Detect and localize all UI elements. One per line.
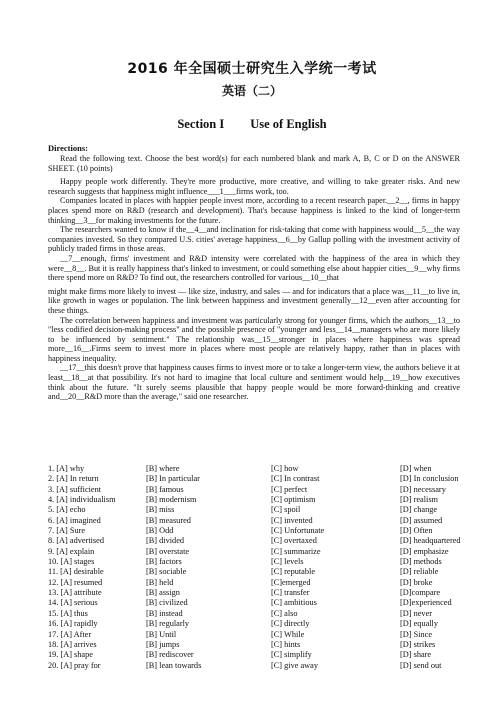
option-choice-c: [C] give away xyxy=(271,660,318,670)
option-choice-d: [D] reliable xyxy=(400,567,439,577)
option-choice-c: [C] hints xyxy=(271,639,301,649)
option-row xyxy=(48,474,468,484)
passage-paragraph: __7__enough, firms' investment and R&D intensity were correlated with the happiness of the area in which they were__8__. But it is really happiness that's linked to investment, or could something else about happier cities__9__why firms there spend more on R&D? To find out, the researchers controlled for various__10__that xyxy=(48,253,460,283)
option-choice-b: [B] divided xyxy=(146,536,185,546)
option-choice-d: [D] equally xyxy=(400,619,439,629)
option-row xyxy=(48,485,468,495)
option-choice-d: [D]experienced xyxy=(400,598,452,608)
option-choice-c: [C] levels xyxy=(271,557,304,567)
option-choice-b: [B] rediscover xyxy=(146,650,194,660)
exam-subtitle: 英语（二） xyxy=(221,84,282,98)
option-choice-c: [C] directly xyxy=(271,619,310,629)
option-row xyxy=(48,609,468,619)
option-choice-c: [C]emerged xyxy=(271,577,311,587)
option-choice-a: 4. [A] individualism xyxy=(48,495,116,505)
option-choice-d: [D] when xyxy=(400,464,432,473)
option-choice-b: [B] held xyxy=(146,577,174,587)
option-choice-a: 8. [A] advertised xyxy=(48,536,104,546)
option-choice-a: 17. [A] After xyxy=(48,629,92,639)
option-choice-a: 9. [A] explain xyxy=(48,546,95,556)
option-choice-a: 18. [A] arrives xyxy=(48,639,97,649)
option-choice-a: 12. [A] resumed xyxy=(48,577,103,587)
option-choice-d: [D] never xyxy=(400,608,433,618)
option-choice-b: [B] Until xyxy=(146,629,177,639)
passage-paragraph: The researchers wanted to know if the__4__and inclination for risk-taking that come with happiness would__5__the way companies invested. So they compared U.S. cities' average happiness__6__by Gallup polling with the investment activity of publicly traded firms in those areas. xyxy=(48,225,460,254)
section-heading xyxy=(0,117,504,132)
section-label: Section I xyxy=(177,117,225,131)
option-choice-c: [C] In contrast xyxy=(271,474,320,484)
option-choice-a: 20. [A] pray for xyxy=(48,660,101,670)
option-choice-d: [D] methods xyxy=(400,557,442,567)
option-choice-d: [D] realism xyxy=(400,495,439,505)
passage-paragraph: The correlation between happiness and investment was particularly strong for younger firms, which the authors__13__to "less codified decision-making process" and the possible presence of "younger and less__14__managers who are more likely to be influenced by sentiment." The relationship was__15__stronger in places where happiness was spread more__16__.Firms seem to invest more in places where most people are relatively happy, rather than in places with happiness inequality. xyxy=(48,315,460,363)
directions-text: Read the following text. Choose the best word(s) for each numbered blank and mark A, B, C or D on the ANSWER SHEET. (10 points) xyxy=(48,154,460,173)
option-choice-d: [D] necessary xyxy=(400,484,446,494)
option-choice-a: 5. [A] echo xyxy=(48,505,86,515)
option-choice-c: [C] Unfortunate xyxy=(271,526,325,536)
option-choice-c: [C] perfect xyxy=(271,484,308,494)
passage-paragraph: Happy people work differently. They're more productive, more creative, and willing to take greater risks. And new research suggests that happiness might influence___1___firms work, too. xyxy=(48,177,460,196)
option-choice-d: [D] assumed xyxy=(400,515,443,525)
option-choice-b: [B] overstate xyxy=(146,546,190,556)
option-choice-a: 19. [A] shape xyxy=(48,650,93,660)
option-choice-a: 11. [A] desirable xyxy=(48,567,104,577)
option-choice-d: [D] send out xyxy=(400,660,442,670)
option-choice-d: [D] change xyxy=(400,505,438,515)
option-choice-c: [C] invented xyxy=(271,515,313,525)
option-choice-c: [C] transfer xyxy=(271,588,310,598)
answer-options xyxy=(48,464,468,671)
option-choice-d: [D] Often xyxy=(400,526,433,536)
passage-paragraph: __17__this doesn't prove that happiness causes firms to invest more or to take a longer-term view, the authors believe it at least__18__at that possibility. It's not hard to imagine that local culture and sentiment would help__19__how executives think about the future. "It surely seems plausible that happy people would be more forward-thinking and creative and__20__R&D more than the average," said one researcher. xyxy=(48,363,460,402)
option-row xyxy=(48,557,468,567)
passage-paragraph: Companies located in places with happier people invest more, according to a recent research paper.__2__, firms in happy places spend more on R&D (research and development). That's because happiness is linked to the kind of longer-term thinking__3__for making investments for the future. xyxy=(48,196,460,225)
option-choice-b: [B] instead xyxy=(146,608,183,618)
option-choice-d: [D]compare xyxy=(400,588,441,598)
option-choice-b: [B] measured xyxy=(146,515,191,525)
option-choice-d: [D] headquartered xyxy=(400,536,461,546)
option-choice-a: 14. [A] serious xyxy=(48,598,98,608)
option-row xyxy=(48,505,468,515)
option-choice-b: [B] lean towards xyxy=(146,660,202,670)
option-choice-d: [D] In conclusion xyxy=(400,474,459,484)
option-choice-d: [D] share xyxy=(400,650,432,660)
option-choice-a: 2. [A] In return xyxy=(48,474,99,484)
option-choice-d: [D] broke xyxy=(400,577,433,587)
option-choice-b: [B] famous xyxy=(146,484,184,494)
option-row xyxy=(48,661,468,671)
option-choice-a: 16. [A] rapidly xyxy=(48,619,98,629)
option-choice-b: [B] sociable xyxy=(146,567,187,577)
option-row xyxy=(48,516,468,526)
option-row xyxy=(48,536,468,546)
option-choice-a: 13. [A] attribute xyxy=(48,588,102,598)
option-choice-b: [B] Odd xyxy=(146,526,174,536)
passage-body xyxy=(48,154,460,402)
option-row xyxy=(48,567,468,577)
option-choice-c: [C] summarize xyxy=(271,546,321,556)
option-choice-b: [B] modernism xyxy=(146,495,197,505)
option-choice-a: 15. [A] thus xyxy=(48,608,88,618)
option-choice-b: [B] In particular xyxy=(146,474,200,484)
option-row xyxy=(48,588,468,598)
option-choice-c: [C] simplify xyxy=(271,650,312,660)
option-choice-c: [C] While xyxy=(271,629,305,639)
option-row xyxy=(48,464,468,474)
option-choice-c: [C] spoil xyxy=(271,505,301,515)
option-choice-b: [B] factors xyxy=(146,557,182,567)
option-choice-d: [D] emphasize xyxy=(400,546,449,556)
option-choice-a: 6. [A] imagined xyxy=(48,515,101,525)
option-row xyxy=(48,630,468,640)
option-choice-c: [C] reputable xyxy=(271,567,316,577)
option-choice-b: [B] miss xyxy=(146,505,175,515)
option-row xyxy=(48,526,468,536)
option-choice-a: 10. [A] stages xyxy=(48,557,95,567)
option-row xyxy=(48,578,468,588)
option-choice-b: [B] assign xyxy=(146,588,180,598)
option-choice-c: [C] also xyxy=(271,608,298,618)
passage-paragraph: might make firms more likely to invest — like size, industry, and sales — and for indicators that a place was__11__to live in, like growth in wages or population. The link between happiness and investment generally__12__even after accounting for these things. xyxy=(48,286,460,315)
option-row xyxy=(48,547,468,557)
option-choice-d: [D] Since xyxy=(400,629,433,639)
option-choice-a: 3. [A] sufficient xyxy=(48,484,102,494)
option-choice-d: [D] strikes xyxy=(400,639,436,649)
option-choice-c: [C] ambitious xyxy=(271,598,317,608)
option-choice-c: [C] how xyxy=(271,464,299,473)
option-choice-b: [B] civilized xyxy=(146,598,188,608)
option-row xyxy=(48,640,468,650)
option-choice-a: 1. [A] why xyxy=(48,464,85,473)
exam-title: 2016 年全国硕士研究生入学统一考试 xyxy=(127,61,377,77)
option-row xyxy=(48,495,468,505)
option-choice-c: [C] overtaxed xyxy=(271,536,317,546)
option-row xyxy=(48,598,468,608)
option-row xyxy=(48,650,468,660)
option-choice-c: [C] optimism xyxy=(271,495,316,505)
option-choice-b: [B] jumps xyxy=(146,639,180,649)
option-choice-b: [B] regularly xyxy=(146,619,190,629)
option-choice-a: 7. [A] Sure xyxy=(48,526,86,536)
option-row xyxy=(48,619,468,629)
section-name: Use of English xyxy=(250,117,327,131)
directions-label: Directions: xyxy=(48,143,88,153)
option-choice-b: [B] where xyxy=(146,464,180,473)
